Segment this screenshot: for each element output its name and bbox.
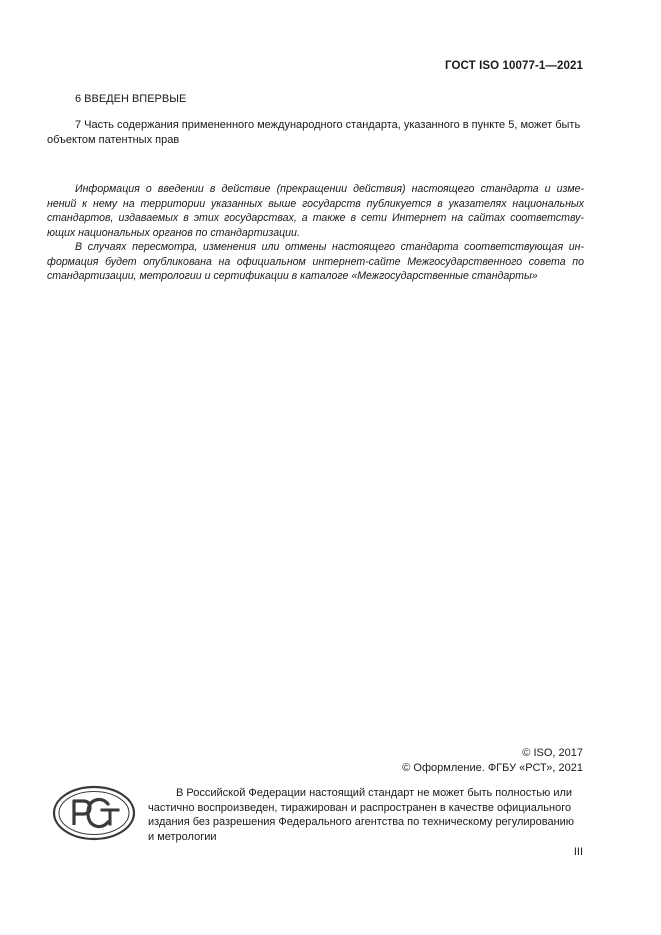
info-1-line: нений к нему на территории указанных выше государств публикуется в указателях национальных: [47, 197, 584, 210]
copyright-notice: [148, 786, 584, 844]
item-7-line-1: 7 Часть содержания примененного международного стандарта, указанного в пункте 5, может быть: [75, 119, 581, 131]
info-2-line: формация будет опубликована на официальном интернет-сайте Межгосударственного совета по: [47, 255, 584, 268]
info-2-line: стандартизации, метрологии и сертификации в каталоге «Межгосударственные стандарты»: [47, 270, 538, 283]
page-header-standard-id: ГОСТ ISO 10077-1—2021: [445, 60, 583, 72]
item-6-text: 6 ВВЕДЕН ВПЕРВЫЕ: [75, 93, 187, 105]
item-7-line-2: объектом патентных прав: [47, 133, 180, 146]
copyright-design: © Оформление. ФГБУ «РСТ», 2021: [402, 762, 583, 774]
copyright-iso: © ISO, 2017: [522, 747, 583, 759]
notice-line: В Российской Федерации настоящий стандарт не может быть полностью или: [176, 787, 573, 799]
rst-logo-icon: [52, 784, 136, 842]
item-7-paragraph: [47, 118, 583, 147]
item-6-paragraph: [47, 92, 583, 107]
info-1-line: Информация о введении в действие (прекращении действия) настоящего стандарта и изме-: [75, 183, 584, 195]
info-1-line: стандартов, издаваемых в этих государствах, а также в сети Интернет на сайтах соответству-: [47, 212, 584, 225]
notice-line: издания без разрешения Федерального агентства по техническому регулированию: [148, 816, 575, 829]
notice-line: и метрологии: [148, 830, 217, 843]
page-number: III: [573, 846, 583, 858]
info-1-line: ющих национальных органов по стандартизации.: [47, 226, 300, 239]
info-paragraph-2: [47, 240, 584, 284]
info-paragraph-1: [47, 182, 584, 240]
notice-line: частично воспроизведен, тиражирован и распространен в качестве официального: [148, 801, 572, 814]
info-2-line: В случаях пересмотра, изменения или отмены настоящего стандарта соответствующая ин-: [75, 241, 584, 253]
